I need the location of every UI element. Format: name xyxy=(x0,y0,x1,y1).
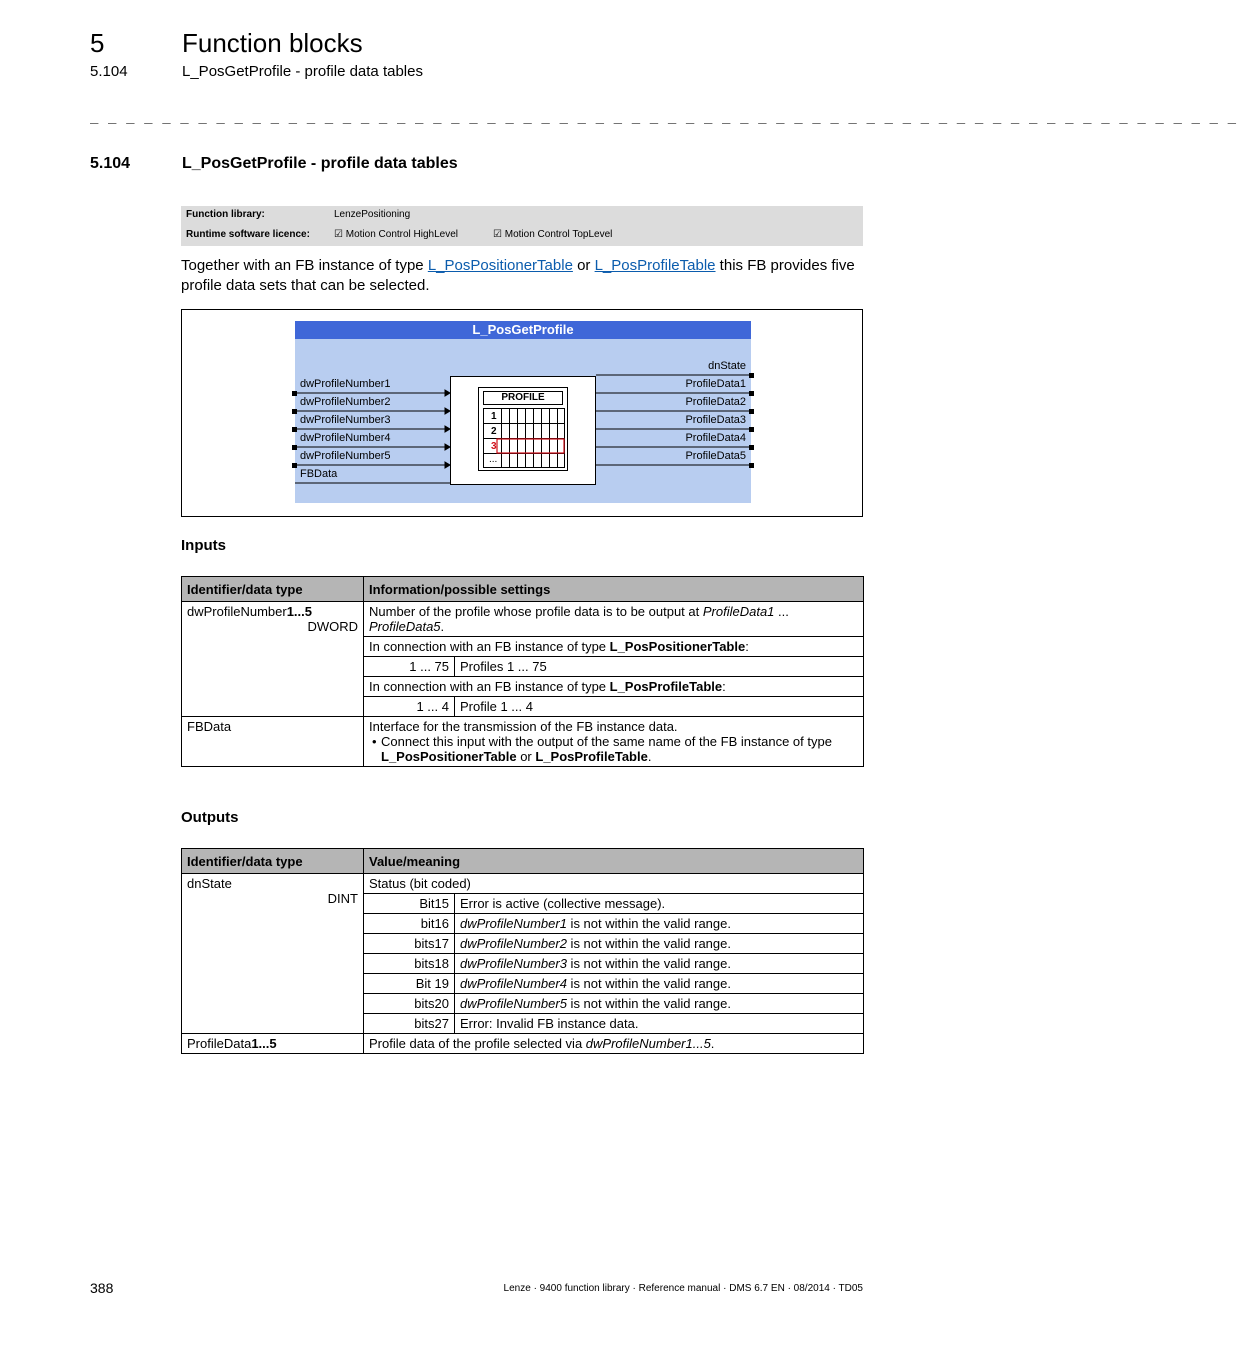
profile-block xyxy=(450,376,596,485)
description-cell: In connection with an FB instance of type L_PosPositionerTable: xyxy=(364,637,864,657)
output-port xyxy=(749,463,754,468)
bit-label: Bit15 xyxy=(364,894,455,914)
fb-title: L_PosGetProfile xyxy=(295,321,751,339)
intro-text: this FB provides five profile data sets that can be selected. xyxy=(181,257,855,294)
description-cell: In connection with an FB instance of type L_PosProfileTable: xyxy=(364,677,864,697)
bullet-item: • Connect this input with the output of the same name of the FB instance of type L_PosPositionerTable or L_PosProfileTable. xyxy=(369,734,858,764)
identifier-cell xyxy=(182,602,364,717)
description-cell: Status (bit coded) xyxy=(364,874,864,894)
data-type: DINT xyxy=(327,891,358,906)
profile-table-label: PROFILE xyxy=(483,391,563,405)
bit-meaning: dwProfileNumber1 is not within the valid range. xyxy=(455,914,864,934)
profile-row-label: ... xyxy=(489,454,498,465)
input-pin-label: dwProfileNumber4 xyxy=(300,432,391,444)
profile-row-label: 1 xyxy=(491,411,497,422)
column-header: Value/meaning xyxy=(364,849,864,874)
bit-label: bits18 xyxy=(364,954,455,974)
footer-text: Lenze · 9400 function library · Reference manual · DMS 6.7 EN · 08/2014 · TD05 xyxy=(503,1283,863,1294)
profile-table-graphic xyxy=(478,387,568,471)
chapter-number: 5 xyxy=(90,28,105,58)
identifier: FBData xyxy=(187,719,232,734)
input-pin-label: dwProfileNumber1 xyxy=(300,378,391,390)
identifier-cell xyxy=(182,874,364,1034)
identifier: dnState xyxy=(187,876,232,891)
input-port xyxy=(292,391,297,396)
column-header: Identifier/data type xyxy=(182,577,364,602)
input-port xyxy=(292,445,297,450)
profile-row-label-selected: 3 xyxy=(491,441,497,452)
output-port xyxy=(749,391,754,396)
library-info-box xyxy=(181,206,863,246)
bit-label: bit16 xyxy=(364,914,455,934)
header-section-title: L_PosGetProfile - profile data tables xyxy=(182,63,423,80)
identifier: dwProfileNumber xyxy=(187,604,287,619)
output-pin-label: ProfileData5 xyxy=(685,450,746,462)
bit-label: Bit 19 xyxy=(364,974,455,994)
licence-highlevel: ☑ Motion Control HighLevel xyxy=(334,229,459,240)
outputs-heading: Outputs xyxy=(181,809,239,826)
output-pin-label: ProfileData2 xyxy=(685,396,746,408)
output-pin-label: ProfileData3 xyxy=(685,414,746,426)
bit-meaning: dwProfileNumber3 is not within the valid range. xyxy=(455,954,864,974)
input-port xyxy=(292,463,297,468)
identifier-range: 1...5 xyxy=(286,604,312,619)
bit-label: bits20 xyxy=(364,994,455,1014)
header-divider: _ _ _ _ _ _ _ _ _ _ _ _ _ _ _ _ _ _ _ _ _ _ _ _ _ _ _ _ _ _ _ _ _ _ _ _ _ _ _ _ _ _ _ _ _ _ _ _ _ _ _ _ _ _ _ _ _ _ _ _ _ _ _ _ xyxy=(90,108,1237,124)
page-number: 388 xyxy=(90,1280,114,1296)
section-title: L_PosGetProfile - profile data tables xyxy=(182,155,458,172)
input-port xyxy=(292,409,297,414)
output-port xyxy=(749,373,754,378)
output-port xyxy=(749,427,754,432)
input-pin-label: dwProfileNumber3 xyxy=(300,414,391,426)
input-pin-label: dwProfileNumber2 xyxy=(300,396,391,408)
identifier-range: 1...5 xyxy=(251,1036,277,1051)
data-type: DWORD xyxy=(307,619,358,634)
column-header: Identifier/data type xyxy=(182,849,364,874)
output-port xyxy=(749,445,754,450)
intro-text: Together with an FB instance of type xyxy=(181,257,428,274)
output-port xyxy=(749,409,754,414)
link-positioner-table[interactable]: L_PosPositionerTable xyxy=(427,257,573,274)
intro-paragraph xyxy=(181,256,871,296)
bit-label: bits27 xyxy=(364,1014,455,1034)
fb-body xyxy=(295,339,751,503)
section-number: 5.104 xyxy=(90,155,131,172)
identifier: ProfileData xyxy=(187,1036,252,1051)
inputs-heading: Inputs xyxy=(181,537,226,554)
description-cell: Profile data of the profile selected via dwProfileNumber1...5. xyxy=(364,1034,864,1054)
outputs-table xyxy=(181,848,864,1054)
identifier-cell xyxy=(182,717,364,767)
inputs-table xyxy=(181,576,864,767)
link-profile-table[interactable]: L_PosProfileTable xyxy=(594,257,716,274)
column-header: Information/possible settings xyxy=(364,577,864,602)
input-pin-label: FBData xyxy=(300,468,338,480)
intro-text: or xyxy=(572,257,595,274)
bit-meaning: Error: Invalid FB instance data. xyxy=(455,1014,864,1034)
bit-label: bits17 xyxy=(364,934,455,954)
range-value: 1 ... 4 xyxy=(364,697,455,717)
profile-row-label: 2 xyxy=(491,426,497,437)
range-description: Profile 1 ... 4 xyxy=(455,697,864,717)
function-library-value: LenzePositioning xyxy=(334,209,411,220)
chapter-title: Function blocks xyxy=(182,28,363,58)
function-library-label: Function library: xyxy=(186,209,265,220)
bit-meaning: dwProfileNumber2 is not within the valid range. xyxy=(455,934,864,954)
input-pin-label: dwProfileNumber5 xyxy=(300,450,391,462)
licence-toplevel: ☑ Motion Control TopLevel xyxy=(493,229,613,240)
output-pin-label: ProfileData1 xyxy=(685,378,746,390)
licence-label: Runtime software licence: xyxy=(186,229,310,240)
fb-diagram xyxy=(181,309,863,517)
input-port xyxy=(292,427,297,432)
header-section-number: 5.104 xyxy=(90,63,128,80)
description-cell: Number of the profile whose profile data is to be output at ProfileData1 ... ProfileData5. xyxy=(364,602,864,637)
bit-meaning: dwProfileNumber5 is not within the valid range. xyxy=(455,994,864,1014)
range-description: Profiles 1 ... 75 xyxy=(455,657,864,677)
identifier-cell xyxy=(182,1034,364,1054)
description-cell: Interface for the transmission of the FB instance data. • Connect this input with the output of the same name of the FB instance of type L_PosPositionerTable or L_PosProfileTable. xyxy=(364,717,864,767)
range-value: 1 ... 75 xyxy=(364,657,455,677)
bit-meaning: dwProfileNumber4 is not within the valid range. xyxy=(455,974,864,994)
bit-meaning: Error is active (collective message). xyxy=(455,894,864,914)
output-pin-label: ProfileData4 xyxy=(685,432,746,444)
output-pin-label: dnState xyxy=(708,360,746,372)
